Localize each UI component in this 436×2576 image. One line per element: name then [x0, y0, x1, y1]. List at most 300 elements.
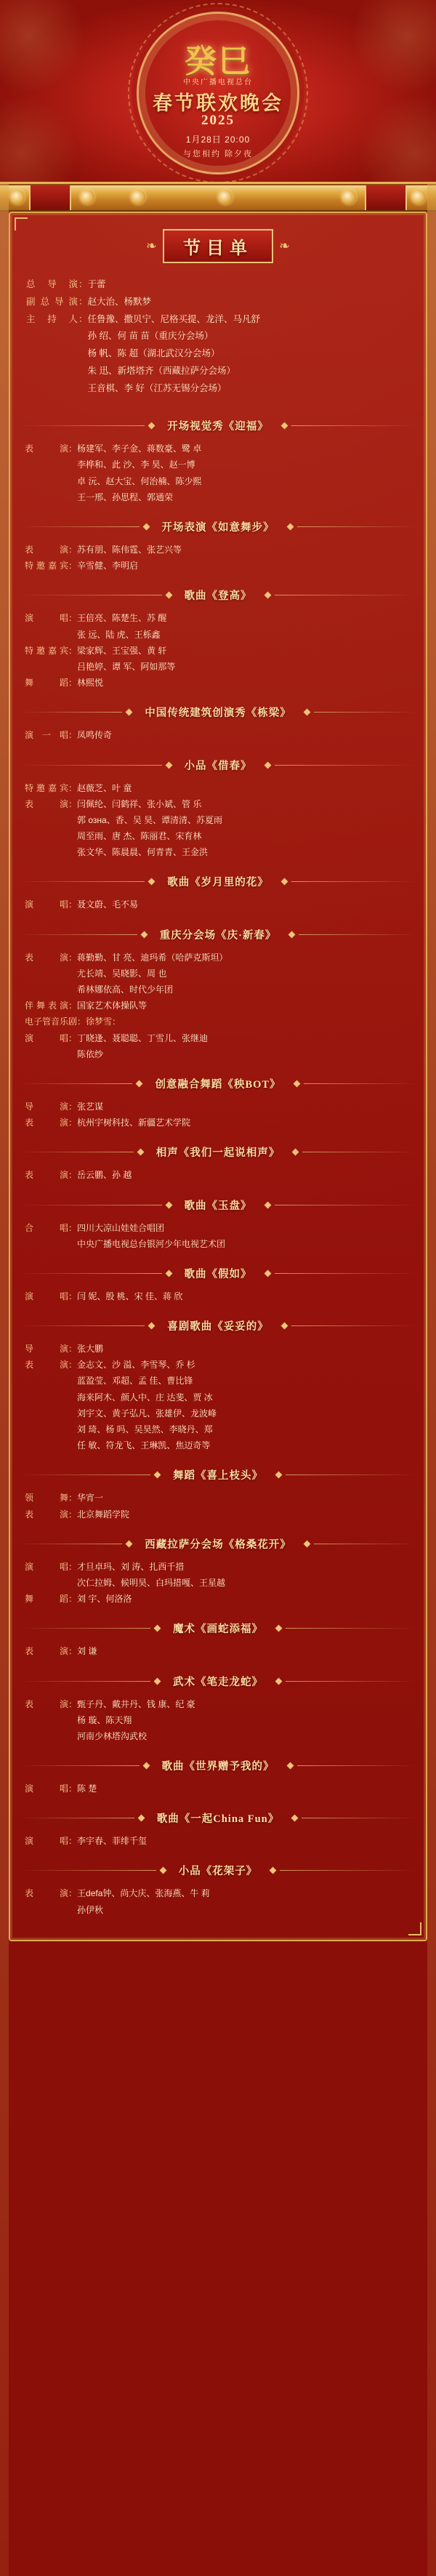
program-title-row	[20, 1074, 416, 1094]
performer-line: 张 远、陆 虎、王栎鑫	[77, 629, 161, 640]
program-credit-lines	[20, 896, 416, 912]
program-role-label: 表演	[25, 1118, 68, 1128]
divider-right	[286, 1681, 416, 1682]
program-performer-names	[77, 643, 411, 675]
program-credit-row	[25, 950, 411, 998]
program-role-label: 演唱	[25, 1561, 68, 1572]
program-role-colon: ：	[68, 645, 78, 656]
program-credit-row	[25, 558, 411, 574]
performer-line: 才旦卓玛、刘 涛、扎西千措	[77, 1561, 185, 1572]
program-credit-row	[25, 1115, 411, 1131]
divider-left	[20, 934, 137, 935]
program-credit-row	[25, 1885, 411, 1917]
right-ornament-icon: ❧	[279, 238, 291, 253]
program-title: 歌曲《一起China Fun》	[156, 1813, 280, 1826]
divider-right	[299, 934, 416, 935]
program-credit-lines	[20, 780, 416, 861]
diamond-icon	[288, 931, 296, 938]
program-role-label: 演唱	[25, 1291, 68, 1301]
performer-line: 林熙悦	[77, 678, 104, 689]
program-credit-row	[25, 441, 411, 505]
program-performer-names	[77, 1591, 411, 1607]
program-role-colon: ：	[68, 1118, 78, 1128]
diamond-icon	[303, 1540, 310, 1547]
program-title: 开场表演《如意舞步》	[161, 522, 275, 534]
program-performer-names	[77, 675, 411, 691]
flower-icon	[342, 190, 356, 204]
diamond-icon	[136, 1080, 143, 1087]
program-credit-lines	[20, 1833, 416, 1849]
program-performer-names	[77, 1833, 411, 1849]
program-title: 喜剧歌曲《妥妥的》	[167, 1321, 269, 1333]
performer-line: 卓 沅、赵大宝、何治楠、陈少熙	[77, 476, 202, 486]
performer-line: 吕艳婷、谭 军、阿如那等	[77, 661, 176, 672]
program-role-label: 特邀嘉宾	[25, 782, 68, 793]
performer-line: 赵薇芝、叶 童	[77, 782, 132, 793]
program-performer-names	[77, 1506, 411, 1522]
cloud-ornament-icon	[342, 0, 436, 102]
program-credit-lines	[20, 950, 416, 1062]
program-title-row	[20, 1808, 416, 1828]
program-role-label: 导演	[25, 1101, 68, 1112]
program-role-colon: ：	[68, 613, 78, 624]
program-credit-lines	[20, 441, 416, 505]
divider-left	[20, 881, 145, 882]
credit-value-main: 赵大治、杨默梦	[87, 296, 152, 307]
program-credit-row	[25, 1591, 411, 1607]
program-title: 中国传统建筑创演秀《栋梁》	[145, 707, 291, 720]
left-ornament-icon: ❧	[145, 238, 157, 253]
diamond-icon	[165, 761, 172, 769]
program-performer-names	[77, 1099, 411, 1115]
program-list-title: 节目单	[163, 229, 273, 263]
program-role-label: 舞蹈	[25, 1594, 68, 1605]
diamond-icon	[280, 422, 288, 430]
program-performer-names	[77, 998, 411, 1014]
program-role-label: 表演	[25, 1646, 68, 1657]
performer-line: 闫佩纶、闫鹤祥、张小斌、管 乐	[77, 798, 202, 809]
program-credit-lines	[20, 1341, 416, 1453]
performer-line: 华宵一	[77, 1493, 104, 1504]
program-title-row	[20, 1672, 416, 1691]
program-title: 重庆分会场《庆·新春》	[159, 929, 277, 942]
diamond-icon	[286, 1762, 294, 1770]
program-role-label: 表演	[25, 1170, 68, 1181]
program-role-colon: ：	[68, 1594, 78, 1605]
program-role-colon: ：	[68, 782, 78, 793]
program-role-label: 表演	[25, 1509, 68, 1520]
credit-value	[88, 276, 410, 294]
credit-row	[26, 276, 410, 294]
program-role-label: 表 演	[25, 798, 68, 809]
performer-line: 周至雨、唐 杰、陈丽君、宋育林	[77, 831, 202, 842]
diamond-icon	[286, 523, 294, 531]
program-credit-lines	[20, 1559, 416, 1608]
program-performer-names	[77, 1357, 411, 1453]
program-title: 歌曲《假如》	[184, 1268, 252, 1280]
program-performer-names	[77, 1490, 411, 1506]
program-performer-names	[77, 610, 411, 642]
program-credit-lines	[20, 610, 416, 691]
performer-line: 陈 楚	[77, 1783, 97, 1794]
credits-block	[20, 276, 416, 404]
divider-left	[20, 1681, 150, 1682]
program-credit-lines	[20, 1288, 416, 1304]
program-credit-row	[25, 1643, 411, 1659]
program-credit-row	[25, 727, 411, 743]
program-performer-names	[77, 441, 411, 505]
credit-value-sub: 杨 帆、陈 超（湖北武汉分会场）	[87, 348, 220, 358]
diamond-icon	[148, 878, 156, 886]
credit-label: 主持人	[26, 313, 78, 324]
program-credit-row	[25, 1014, 411, 1030]
program-performer-names	[77, 1220, 411, 1252]
diamond-icon	[137, 1149, 144, 1156]
program-title-row	[20, 925, 416, 944]
diamond-icon	[275, 1677, 283, 1685]
divider-left	[20, 712, 122, 713]
diamond-icon	[137, 1815, 145, 1822]
program-title-row	[20, 1195, 416, 1215]
credit-colon: ：	[78, 279, 88, 289]
scroll-end-left	[29, 185, 71, 210]
performer-line: 金志文、沙 溢、李雪琴、乔 杉	[77, 1360, 195, 1371]
program-credit-row	[25, 780, 411, 796]
program-credit-row	[25, 1220, 411, 1252]
diamond-icon	[275, 1625, 283, 1632]
program-role-label: 演唱	[25, 1783, 68, 1794]
divider-right	[286, 1628, 416, 1629]
program-title-row	[20, 1142, 416, 1162]
diamond-icon	[275, 1472, 283, 1479]
credit-value-main: 任鲁豫、撒贝宁、尼格买提、龙洋、马凡舒	[87, 313, 261, 324]
program-credit-row	[25, 1506, 411, 1522]
flower-icon	[218, 190, 233, 204]
performer-line: 李桦和、此 沙、李 昊、赵一博	[77, 460, 195, 470]
program-role-colon: ：	[68, 1783, 78, 1794]
program-performer-names	[77, 1781, 411, 1797]
program-role-colon: ：	[68, 1888, 78, 1899]
diamond-icon	[154, 1472, 161, 1479]
program-credit-row	[25, 896, 411, 912]
credit-label: 总导演	[26, 279, 78, 289]
performer-line: 张大鹏	[77, 1344, 104, 1355]
program-role-label: 表演	[25, 1888, 68, 1899]
program-performer-names	[77, 780, 411, 796]
program-credit-row	[25, 1288, 411, 1304]
program-role-colon: ：	[68, 1360, 78, 1371]
diamond-icon	[154, 1625, 161, 1632]
program-role-colon: ：	[68, 1170, 78, 1181]
program-title-row	[20, 702, 416, 722]
divider-left	[20, 1474, 150, 1475]
program-performer-names	[77, 1559, 411, 1591]
program-role-colon: ：	[68, 561, 78, 571]
right-pillar-decoration	[427, 182, 436, 2576]
diamond-icon	[165, 1269, 172, 1277]
divider-left	[20, 526, 140, 527]
decorative-scroll-band	[0, 184, 436, 212]
divider-right	[286, 1474, 416, 1475]
divider-right	[280, 1870, 416, 1871]
diamond-icon	[165, 592, 172, 599]
diamond-icon	[126, 1540, 133, 1547]
divider-right	[275, 765, 416, 766]
performer-line: 杭州宇树科技、新疆艺术学院	[77, 1118, 191, 1128]
diamond-icon	[280, 1323, 288, 1330]
flower-icon	[411, 190, 426, 204]
program-credit-row	[25, 1696, 411, 1745]
program-role-colon: ：	[68, 545, 78, 555]
program-role-label: 特邀嘉宾	[25, 645, 68, 656]
program-role-label: 伴舞表演	[25, 1000, 68, 1011]
program-title-row	[20, 872, 416, 891]
performer-line: 梁家辉、王宝强、黄 轩	[77, 645, 167, 656]
performer-line: 凤鸣传奇	[77, 730, 113, 741]
program-role-colon: ：	[68, 1222, 78, 1233]
program-role-label: 演唱	[25, 1032, 68, 1043]
performer-line: 王defa钟、尚大庆、张海燕、牛 莉	[77, 1888, 210, 1899]
performer-line: 刘宇文、黄子弘凡、张雄伊、龙波峰	[77, 1408, 217, 1419]
program-performer-names	[77, 950, 411, 998]
program-credit-row	[25, 1559, 411, 1591]
gala-year: 2025	[201, 113, 235, 128]
credit-colon: ：	[78, 296, 88, 307]
performer-line: 刘 琦、杨 吗、吴昊然、李晓丹、郑	[77, 1424, 213, 1435]
program-title-row	[20, 1316, 416, 1336]
cloud-ornament-icon	[349, 87, 436, 184]
program-credit-lines	[20, 1696, 416, 1745]
diamond-icon	[264, 1201, 271, 1208]
program-title: 舞蹈《喜上枝头》	[173, 1470, 263, 1482]
program-role-colon: ：	[68, 1698, 78, 1709]
diamond-icon	[264, 592, 271, 599]
diamond-icon	[280, 878, 288, 886]
program-title: 西藏拉萨分会场《格桑花开》	[145, 1538, 291, 1551]
program-title-row	[20, 1861, 416, 1880]
program-role-colon: ：	[68, 1000, 78, 1011]
divider-left	[20, 1083, 132, 1084]
program-credit-row	[25, 1167, 411, 1183]
performer-line: 李宇春、菲绯千玺	[77, 1836, 148, 1847]
credit-value	[88, 294, 410, 311]
program-performer-names	[77, 796, 411, 861]
program-role-label: 舞蹈	[25, 678, 68, 689]
diamond-icon	[303, 709, 310, 716]
program-title: 歌曲《世界赠予我的》	[161, 1761, 275, 1773]
diamond-icon	[159, 1867, 166, 1874]
performer-line: 海来阿木、颜人中、庄 达斐、贾 冰	[77, 1392, 213, 1403]
performer-line: 甄子丹、戴井丹、钱 康、纪 豪	[77, 1698, 195, 1709]
gala-datetime: 1月28日 20:00	[185, 135, 251, 145]
left-pillar-decoration	[0, 182, 9, 2576]
divider-left	[20, 1325, 145, 1326]
program-role-colon: ：	[68, 1101, 78, 1112]
program-role-colon: ：	[68, 1509, 78, 1520]
gala-slogan: 与您相约 除夕夜	[182, 150, 254, 159]
poster-banner	[0, 0, 436, 184]
program-credit-row	[25, 1030, 411, 1062]
diamond-icon	[148, 1323, 156, 1330]
cloud-ornament-icon	[0, 87, 87, 184]
credit-row	[26, 294, 410, 311]
divider-right	[291, 425, 416, 426]
performer-line: 中央广播电视总台银河少年电视艺术团	[77, 1238, 226, 1249]
program-title-row	[20, 1264, 416, 1283]
program-title-row	[20, 585, 416, 605]
performer-line: 陈依纱	[77, 1048, 104, 1059]
gala-logo-glyph: 癸巳	[185, 44, 251, 79]
divider-left	[20, 1273, 162, 1274]
program-role-colon: ：	[68, 730, 78, 741]
program-performer-names	[77, 1288, 411, 1304]
program-performer-names	[77, 1885, 411, 1917]
diamond-icon	[154, 1677, 161, 1685]
flower-icon	[131, 190, 145, 204]
performer-line: 蒋勤勤、甘 亮、迪玛希（哈萨克斯坦）	[77, 952, 228, 963]
performer-line: 闫 妮、殷 桃、宋 佳、蒋 欣	[77, 1291, 183, 1301]
program-role-colon: ：	[112, 1016, 121, 1027]
program-role-colon: ：	[68, 1291, 78, 1301]
diamond-icon	[264, 761, 271, 769]
program-credit-row	[25, 1357, 411, 1453]
program-title-row	[20, 416, 416, 436]
performer-line: 刘 宇、何洛洛	[77, 1594, 132, 1605]
program-credit-lines	[20, 1781, 416, 1797]
performer-line: 国家艺术体操队等	[77, 1000, 148, 1011]
program-role-label: 表演	[25, 1360, 68, 1371]
program-list-title-row	[20, 229, 416, 263]
program-role-label: 演一唱	[25, 730, 68, 741]
diamond-icon	[140, 931, 148, 938]
diamond-icon	[292, 1149, 299, 1156]
program-title: 相声《我们一起说相声》	[156, 1147, 280, 1160]
performer-line: 四川大凉山娃娃合唱团	[77, 1222, 165, 1233]
program-title-row	[20, 755, 416, 775]
program-credit-lines	[20, 727, 416, 743]
diamond-icon	[148, 422, 156, 430]
diamond-icon	[165, 1201, 172, 1208]
performer-line: 辛雪健、李明启	[77, 561, 139, 571]
program-title: 小品《花架子》	[178, 1866, 258, 1878]
program-role-colon: ：	[68, 678, 78, 689]
program-role-colon: ：	[68, 952, 78, 963]
scroll-end-right	[365, 185, 407, 210]
program-credit-row	[25, 1781, 411, 1797]
divider-right	[314, 712, 416, 713]
diamond-icon	[142, 523, 150, 531]
performer-line: 苏有朋、陈伟霆、张艺兴等	[77, 545, 182, 555]
cloud-ornament-icon	[0, 0, 94, 102]
program-credit-lines	[20, 1643, 416, 1659]
performer-line: 孙伊秋	[77, 1904, 104, 1915]
performer-line: 任 敏、符龙飞、王琳凯、焦迈奇等	[77, 1440, 211, 1451]
program-title-row	[20, 517, 416, 537]
diamond-icon	[291, 1815, 299, 1822]
program-credit-row	[25, 542, 411, 558]
performer-line: 尤长靖、吴晓影、周 也	[77, 968, 167, 979]
program-credit-lines	[20, 1885, 416, 1917]
divider-right	[297, 1765, 416, 1766]
program-performer-names	[77, 1341, 411, 1357]
divider-right	[275, 1273, 416, 1274]
program-role-label: 电子管音乐剧：徐梦雪	[25, 1016, 113, 1027]
diamond-icon	[126, 709, 133, 716]
program-role-label: 合唱	[25, 1222, 68, 1233]
program-title-row	[20, 1465, 416, 1485]
credit-value-sub: 孙 绍、何 苗 苗（重庆分会场）	[87, 331, 214, 342]
credit-value-main: 于蕾	[87, 279, 106, 289]
program-performer-names	[77, 1643, 411, 1659]
performer-line: 次仁拉姆、候明昊、白玛措嘎、王星越	[77, 1577, 226, 1588]
divider-left	[20, 425, 145, 426]
diamond-icon	[264, 1269, 271, 1277]
program-role-label: 导演	[25, 1344, 68, 1355]
broadcaster-label: 中央广播电视总台	[183, 79, 253, 87]
credit-colon: ：	[78, 313, 88, 324]
divider-right	[304, 1083, 416, 1084]
performer-line: 王一邢、孙思程、郭通荣	[77, 491, 174, 502]
performer-line: 丁晓逢、聂聪聪、丁雪儿、张继迪	[77, 1032, 209, 1043]
divider-right	[291, 1325, 416, 1326]
program-credit-row	[25, 1833, 411, 1849]
program-credit-row	[25, 675, 411, 691]
program-credit-row	[25, 1099, 411, 1115]
program-credit-lines	[20, 1167, 416, 1183]
program-role-colon: ：	[68, 1646, 78, 1657]
program-performer-names	[77, 558, 411, 574]
program-credit-lines	[20, 1490, 416, 1522]
credit-label: 副总导演	[26, 296, 78, 307]
credit-value	[88, 311, 410, 398]
program-role-label: 表演	[25, 952, 68, 963]
program-role-label: 演唱	[25, 899, 68, 910]
performer-line: 聂文蔚、毛不易	[77, 899, 139, 910]
program-title: 创意融合舞蹈《秧BOT》	[155, 1078, 281, 1091]
program-performer-names	[77, 1115, 411, 1131]
program-title-row	[20, 1618, 416, 1638]
program-title: 武术《笔走龙蛇》	[173, 1676, 263, 1688]
program-title: 开场视觉秀《迎福》	[167, 421, 269, 433]
program-role-colon: ：	[68, 1032, 78, 1043]
performer-line: 蓝盈莹、邓超、孟 佳、曹比锋	[77, 1376, 193, 1387]
program-performer-names	[77, 1696, 411, 1745]
performer-line: 杨建军、李子金、蒋数豪、鹭 卓	[77, 444, 202, 454]
program-performer-names	[77, 727, 411, 743]
program-role-label: 表演	[25, 545, 68, 555]
program-role-colon: ：	[68, 899, 78, 910]
performer-line: 张艺谋	[77, 1101, 104, 1112]
diamond-icon	[270, 1867, 277, 1874]
program-title: 小品《借春》	[184, 760, 252, 772]
program-role-label: 演唱	[25, 1836, 68, 1847]
program-performer-names	[77, 1030, 411, 1062]
program-title: 歌曲《玉盘》	[184, 1200, 252, 1212]
program-role-label: 特邀嘉宾	[25, 561, 68, 571]
program-performer-names	[77, 1167, 411, 1183]
program-credit-row	[25, 1490, 411, 1506]
program-credit-row	[25, 610, 411, 642]
credit-value-sub: 朱 迅、新塔塔齐（西藏拉萨分会场）	[87, 365, 235, 376]
program-title: 魔术《画蛇添福》	[173, 1624, 263, 1636]
divider-left	[20, 765, 162, 766]
program-title: 歌曲《登高》	[184, 590, 252, 603]
performer-line: 王倍亮、陈楚生、苏 醒	[77, 613, 167, 624]
performer-line: 河南少林塔沟武校	[77, 1730, 148, 1741]
program-credit-row	[25, 1341, 411, 1357]
program-role-label: 表演	[25, 1698, 68, 1709]
performer-line: 郭 озна、香、吴 昊、谭清清、苏夏雨	[77, 814, 223, 825]
